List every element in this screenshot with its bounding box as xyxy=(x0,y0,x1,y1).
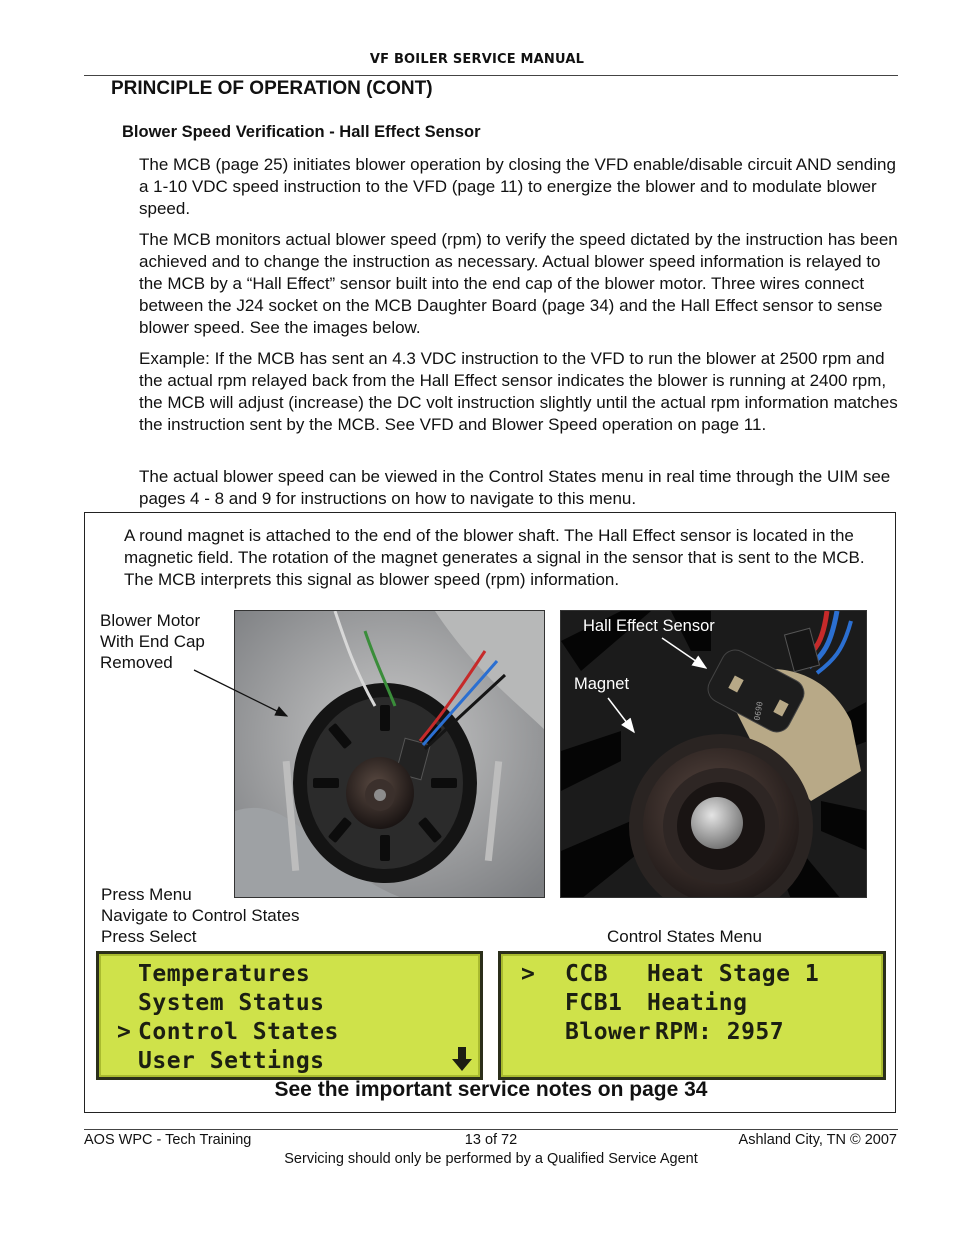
control-states-menu-label: Control States Menu xyxy=(607,927,762,946)
lcd-menu-item-system-status: System Status xyxy=(138,990,325,1016)
lcd-menu-item-user-settings: User Settings xyxy=(138,1048,325,1074)
figure-description: A round magnet is attached to the end of the blower shaft. The Hall Effect sensor is located in the magnetic field. The rotation of the magnet generates a signal in the sensor that is sent to the MCB. The MCB interprets this signal as blower speed (rpm) information. xyxy=(124,526,865,589)
page-number: 13 of 72 xyxy=(464,1132,518,1148)
paragraph-2: The MCB monitors actual blower speed (rpm) to verify the speed dictated by the instruction has been achieved and to change the instruction as necessary. Actual blower speed information is relayed to the MCB by a “Hall Effect” sensor built into the end cap of the blower motor. Three wires connect between the J24 socket on the MCB Daughter Board (page 34) and the Hall Effect sensor to sense blower speed. See the images below. xyxy=(139,230,898,337)
lcd-menu-item-temperatures: Temperatures xyxy=(138,961,311,987)
paragraph-1: The MCB (page 25) initiates blower operation by closing the VFD enable/disable circuit AND sending a 1-10 VDC speed instruction to the VFD (page 11) to energize the blower and to modulate blower speed. xyxy=(139,155,896,218)
sensor-callout-arrow xyxy=(662,638,706,668)
lcd-state-value-fcb1: Heating xyxy=(647,990,748,1016)
lcd-main-menu xyxy=(96,951,483,1080)
lcd-states-cursor: > xyxy=(521,961,536,987)
blower-motor-label-line: Removed xyxy=(100,653,173,672)
navigation-step: Navigate to Control States xyxy=(101,906,300,925)
paragraph-3: Example: If the MCB has sent an 4.3 VDC instruction to the VFD to run the blower at 2500 rpm and the actual rpm relayed back from the Hall Effect sensor indicates the blower is running at 2400 rpm, the MCB will adjust (increase) the DC volt instruction slightly until the actual rpm information matches the instruction sent by the MCB. See VFD and Blower Speed operation on page 11. xyxy=(139,349,898,434)
lcd-state-label-blower: Blower xyxy=(565,1019,652,1045)
svg-text:0690: 0690 xyxy=(751,700,764,722)
blower-motor-label-line: With End Cap xyxy=(100,632,205,651)
lcd-state-label-fcb1: FCB1 xyxy=(565,990,623,1016)
lcd-state-label-ccb: CCB xyxy=(565,961,609,987)
section-title: PRINCIPLE OF OPERATION (CONT) xyxy=(111,78,433,99)
blower-motor-label-line: Blower Motor xyxy=(100,611,201,630)
magnet-label: Magnet xyxy=(574,675,630,693)
section-subtitle: Blower Speed Verification - Hall Effect Sensor xyxy=(122,123,481,141)
manual-title: VF BOILER SERVICE MANUAL xyxy=(369,52,585,67)
footer-right: Ashland City, TN © 2007 xyxy=(738,1132,897,1148)
service-notes-reference: See the important service notes on page 34 xyxy=(274,1078,708,1101)
motor-callout-arrow xyxy=(194,670,287,716)
paragraph-4: The actual blower speed can be viewed in the Control States menu in real time through the UIM see pages 4 - 8 and 9 for instructions on how to navigate to this menu. xyxy=(139,467,891,508)
down-arrow-icon xyxy=(451,1046,473,1072)
hall-effect-sensor-label: Hall Effect Sensor xyxy=(583,617,715,635)
magnet-callout-arrow xyxy=(608,698,634,732)
navigation-steps xyxy=(101,884,299,947)
lcd-state-value-ccb: Heat Stage 1 xyxy=(647,961,820,987)
footer-left: AOS WPC - Tech Training xyxy=(84,1132,252,1148)
lcd-menu-item-control-states: Control States xyxy=(138,1019,339,1045)
navigation-step: Press Select xyxy=(101,927,197,946)
lcd-control-states xyxy=(498,951,886,1080)
lcd-state-value-blower: RPM: 2957 xyxy=(655,1019,785,1045)
lcd-menu-cursor: > xyxy=(117,1019,132,1045)
navigation-step: Press Menu xyxy=(101,885,192,904)
footer-notice: Servicing should only be performed by a Qualified Service Agent xyxy=(284,1151,698,1167)
footer-rule xyxy=(84,1129,898,1130)
